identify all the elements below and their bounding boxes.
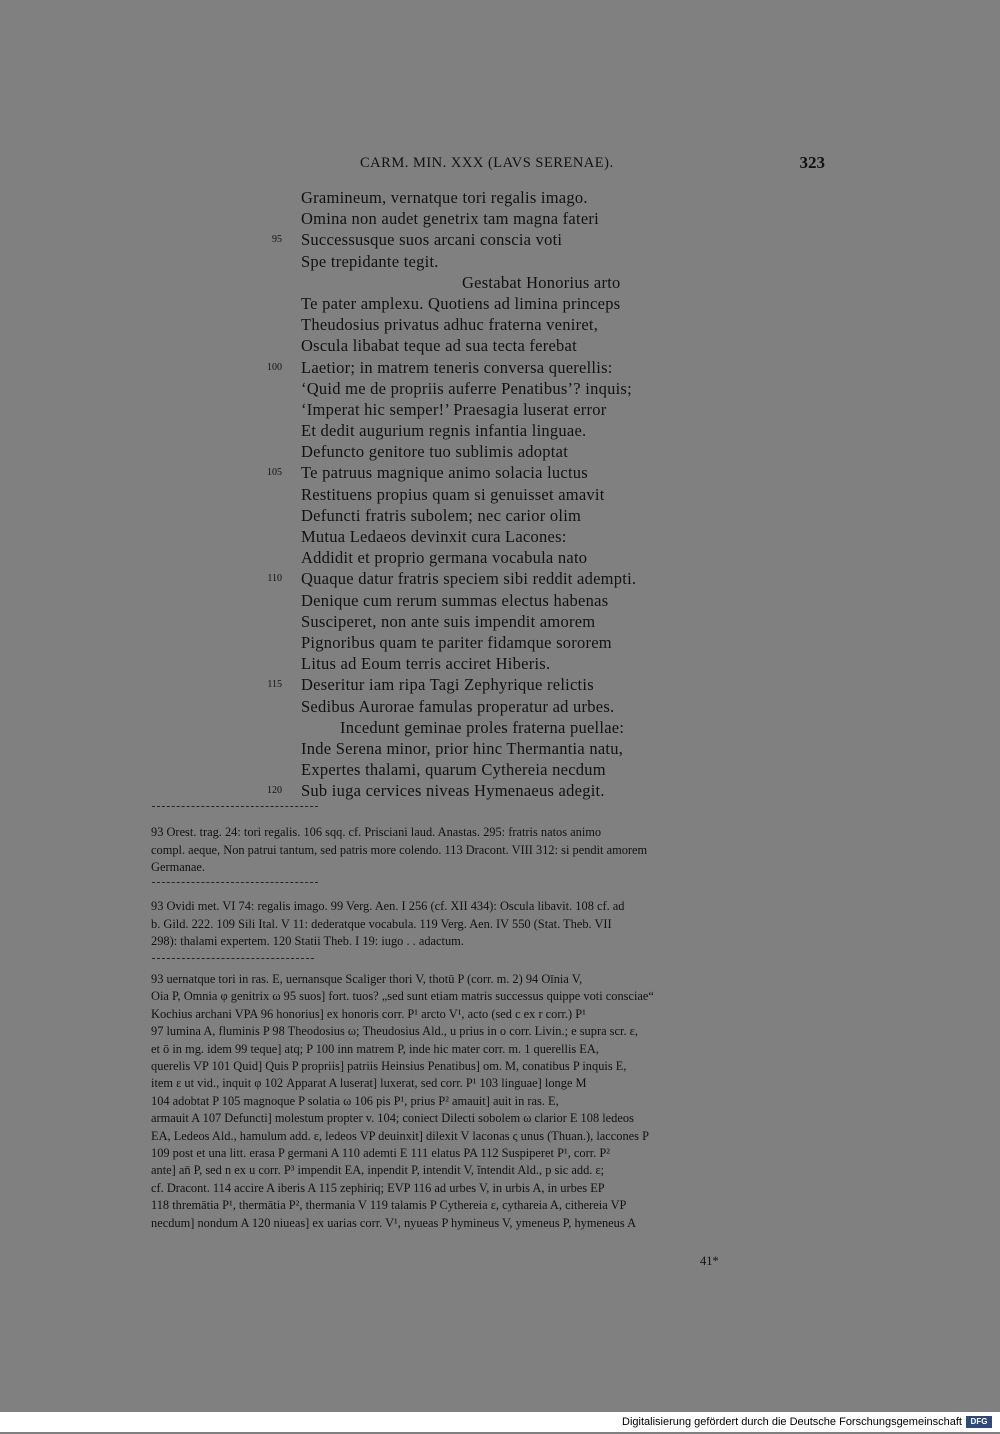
testimonia-notes [151, 824, 823, 877]
verse-line [0, 421, 1000, 442]
verse-text: Te pater amplexu. Quotiens ad limina princeps [301, 293, 621, 313]
verse-text: Omina non audet genetrix tam magna fateri [301, 209, 599, 229]
note-line: b. Gild. 222. 109 Sili Ital. V 11: dederatque vocabula. 119 Verg. Aen. IV 550 (Stat. Theb. VII [151, 916, 612, 931]
apparatus-line: 104 adobtat P 105 magnoque P solatia ω 106 pis P¹, prius P² amauit] auit in ras. E, [151, 1093, 559, 1108]
dfg-logo: DFG [966, 1416, 992, 1428]
verse-text: Deseritur iam ripa Tagi Zephyrique relictis [301, 675, 594, 695]
verse-line [0, 442, 1000, 463]
verse-line [0, 230, 1000, 251]
verse-text: Mutua Ledaeos devinxit cura Lacones: [301, 527, 567, 546]
verse-text: Sedibus Aurorae famulas properatur ad urbes. [301, 696, 615, 716]
line-number: 120 [267, 785, 282, 797]
verse-text: Spe trepidante tegit. [301, 251, 439, 271]
apparatus-line: EA, Ledeos Ald., hamulum add. ε, ledeos VP deuinxit] dilexit V laconas ς unus (Thuan.), laccones P [151, 1128, 649, 1143]
apparatus-line: cf. Dracont. 114 accire A iberis A 115 zephiriq; EVP 116 ad urbes V, in urbis A, in urbes EP [151, 1180, 605, 1195]
verse-line [0, 654, 1000, 675]
line-number: 95 [272, 234, 282, 246]
apparatus-line: 109 post et una litt. erasa P germani A 110 ademti E 111 elatus PA 112 Suspiperet P¹, corr. P² [151, 1146, 610, 1161]
verse-text: Defuncti fratris subolem; nec carior olim [301, 505, 582, 525]
line-number: 100 [267, 361, 282, 373]
running-title: CARM. MIN. XXX (LAVS SERENAE). [360, 155, 614, 171]
verse-text: Successusque suos arcani conscia voti [301, 230, 563, 250]
verse-line [0, 612, 1000, 633]
verse-line [0, 591, 1000, 612]
apparatus-line: et ō in mg. idem 99 teque] atq; P 100 inn matrem P, inde hic mater corr. m. 1 querellis EA, [151, 1041, 599, 1056]
verse-line [0, 527, 1000, 548]
apparatus-line: necdum] nondum A 120 niueas] ex uarias corr. V¹, nyueas P hymineus V, ymeneus P, hymeneus A [151, 1215, 637, 1230]
verse-text: Et dedit augurium regnis infantia linguae. [301, 421, 587, 441]
verse-text: Laetior; in matrem teneris conversa querellis: [301, 357, 613, 377]
verse-line [0, 294, 1000, 315]
verse-line [0, 188, 1000, 209]
apparatus-line: 93 uernatque tori in ras. E, uernansque Scaliger thori V, thotū P (corr. m. 2) 94 Oīnia V, [151, 972, 583, 986]
verse-line [0, 718, 1000, 739]
verse-line [0, 336, 1000, 357]
apparatus-line: ante] an̄ P, sed n ex u corr. P³ impendit EA, inpendit P, intendit V, ĩntendit Ald., p sic add. ε; [151, 1163, 605, 1178]
critical-apparatus [151, 971, 823, 1232]
footer-banner [0, 1412, 1000, 1432]
apparatus-line: querelis VP 101 Quid] Quis P propriis] patriis Heinsius Penatibus] om. M, conatibus P inquis E, [151, 1059, 627, 1074]
verse-text: Susciperet, non ante suis impendit amorem [301, 611, 596, 631]
verse-text: ‘Quid me de propriis auferre Penatibus’? inquis; [301, 378, 632, 398]
verse-line [0, 400, 1000, 421]
line-number: 105 [267, 467, 282, 479]
note-line: 93 Ovidi met. VI 74: regalis imago. 99 Verg. Aen. I 256 (cf. XII 434): Oscula libavit. 108 cf. ad [151, 899, 625, 913]
signature-mark: 41* [700, 1254, 719, 1268]
verse-line [0, 485, 1000, 506]
page-number: 323 [799, 153, 825, 172]
verse-line [0, 209, 1000, 230]
apparatus-line: armauit A 107 Defuncti] molestum propter v. 104; coniect Dilecti sobolem ω clarior E 108 ledeos [151, 1111, 634, 1126]
parallel-notes [151, 898, 823, 951]
verse-line [0, 781, 1000, 802]
verse-line [0, 358, 1000, 379]
verse-text: Addidit et proprio germana vocabula nato [301, 548, 588, 568]
verse-line [0, 697, 1000, 718]
verse-text: Denique cum rerum summas electus habenas [301, 590, 609, 610]
verse-line [0, 760, 1000, 781]
verse-block [0, 188, 1000, 802]
verse-line [0, 548, 1000, 569]
verse-line [0, 633, 1000, 654]
verse-text: Sub iuga cervices niveas Hymenaeus adegit. [301, 781, 605, 801]
apparatus-line: Kochius archani VPA 96 honorius] ex honoris corr. P¹ arcto V¹, acto (sed c ex r corr.) P¹ [151, 1006, 586, 1021]
apparatus-line: item ε ut vid., inquit φ 102 Apparat A luserat] luxerat, sed corr. P¹ 103 linguae] longe M [151, 1076, 587, 1091]
verse-text: Quaque datur fratris speciem sibi reddit adempti. [301, 569, 637, 589]
verse-line [0, 315, 1000, 336]
verse-text: Oscula libabat teque ad sua tecta ferebat [301, 336, 577, 356]
line-number: 110 [267, 573, 282, 585]
note-line: compl. aeque, Non patrui tantum, sed patris more colendo. 113 Dracont. VIII 312: si pendit amorem [151, 842, 648, 857]
note-line: 298): thalami expertem. 120 Statii Theb. I 19: iugo . . adactum. [151, 934, 464, 949]
verse-line [0, 463, 1000, 484]
verse-text: Gramineum, vernatque tori regalis imago. [301, 188, 588, 207]
verse-line [0, 273, 1000, 294]
verse-text: Inde Serena minor, prior hinc Thermantia natu, [301, 738, 624, 758]
verse-text: Litus ad Eoum terris acciret Hiberis. [301, 654, 551, 674]
apparatus-line: 97 lumina A, fluminis P 98 Theodosius ω; Theudosius Ald., u prius in o corr. Livin.; e supra scr. ε, [151, 1024, 638, 1039]
verse-line [0, 675, 1000, 696]
note-line: Germanae. [151, 860, 206, 875]
verse-text: Incedunt geminae proles fraterna puellae: [340, 717, 625, 737]
verse-line [0, 569, 1000, 590]
verse-line [0, 739, 1000, 760]
separator-rule [152, 882, 318, 883]
verse-text: Defuncto genitore tuo sublimis adoptat [301, 442, 569, 462]
separator-rule [152, 806, 318, 807]
apparatus-line: Oia P, Omnia φ genitrix ω 95 suos] fort. tuos? „sed sunt etiam matris successus quippe voti consciae“ [151, 989, 654, 1004]
verse-line [0, 379, 1000, 400]
apparatus-line: 118 thremātia P¹, thermātia P², thermania V 119 talamis P Cythereia ε, cythareia A, cithereia VP [151, 1198, 627, 1213]
verse-text: ‘Imperat hic semper!’ Praesagia luserat error [301, 399, 607, 419]
verse-line [0, 506, 1000, 527]
verse-text: Theudosius privatus adhuc fraterna veniret, [301, 315, 599, 335]
page-header [300, 153, 825, 177]
verse-text: Te patruus magnique animo solacia luctus [301, 463, 588, 483]
line-number: 115 [267, 679, 282, 691]
separator-rule [152, 958, 314, 959]
verse-text: Expertes thalami, quarum Cythereia necdum [301, 760, 606, 780]
verse-text: Gestabat Honorius arto [462, 272, 621, 292]
verse-line [0, 252, 1000, 273]
note-line: 93 Orest. trag. 24: tori regalis. 106 sqq. cf. Prisciani laud. Anastas. 295: fratris natos animo [151, 825, 602, 839]
verse-text: Restituens propius quam si genuisset amavit [301, 484, 605, 504]
verse-text: Pignoribus quam te pariter fidamque sororem [301, 632, 612, 652]
footer-text: Digitalisierung gefördert durch die Deutsche Forschungsgemeinschaft [622, 1416, 962, 1428]
